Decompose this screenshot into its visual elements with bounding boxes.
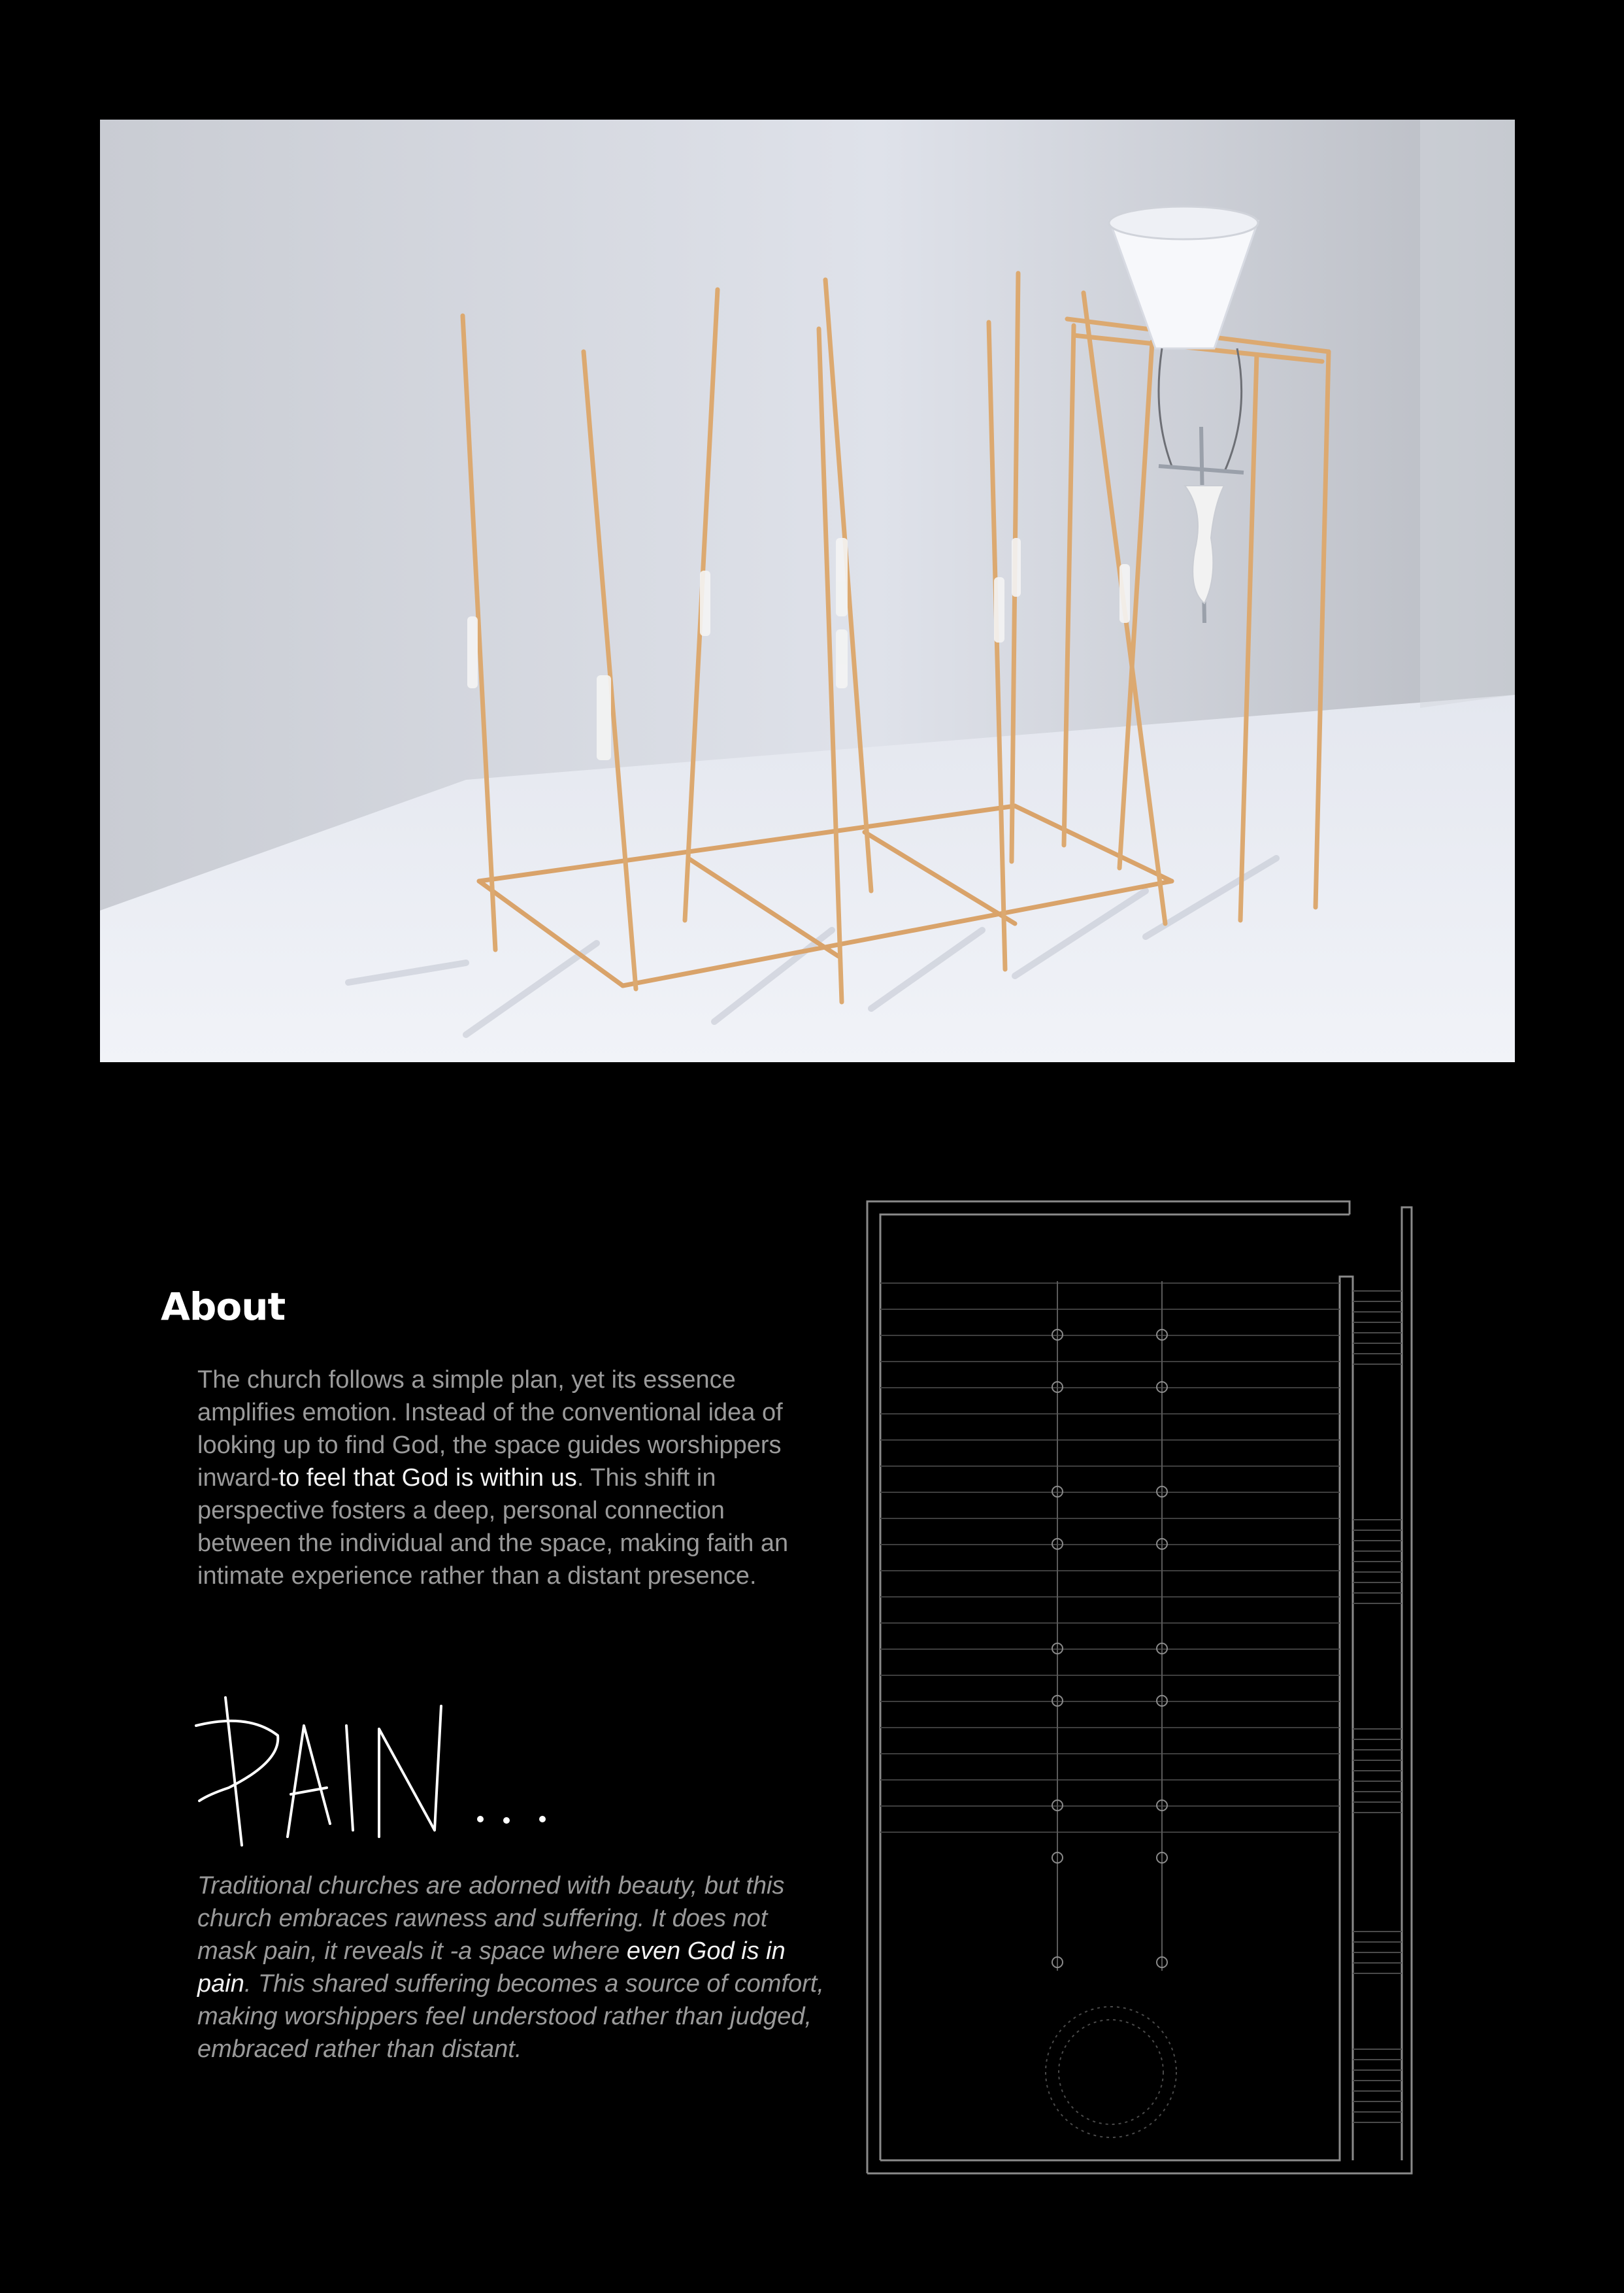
pain-text-part1: Traditional churches are adorned with beauty, but this church embraces rawness and suffering. It does not mask pain, it reveals it -a space where bbox=[197, 1872, 785, 1965]
about-text-part2: . This shift in perspective fosters a deep, personal connection between the individual and the space, making faith an intimate experience rather than a distant presence. bbox=[197, 1464, 789, 1590]
about-heading: About bbox=[161, 1284, 286, 1329]
pain-text-part2: . This shared suffering becomes a source of comfort, making worshippers feel understood rather than judged, embraced rather than distant. bbox=[197, 1970, 824, 2063]
church-floor-plan bbox=[866, 1199, 1415, 2177]
about-paragraph bbox=[197, 1364, 825, 1592]
about-text-highlight: to feel that God is within us bbox=[278, 1464, 577, 1492]
model-photo bbox=[100, 120, 1515, 1062]
pain-text-highlight: even God is in pain bbox=[197, 1937, 786, 1998]
pain-paragraph bbox=[197, 1869, 825, 2066]
about-text-part1: The church follows a simple plan, yet its essence amplifies emotion. Instead of the conventional idea of looking up to find God, the space guides worshippers inward- bbox=[197, 1366, 783, 1492]
pain-handwritten-title bbox=[190, 1690, 582, 1860]
